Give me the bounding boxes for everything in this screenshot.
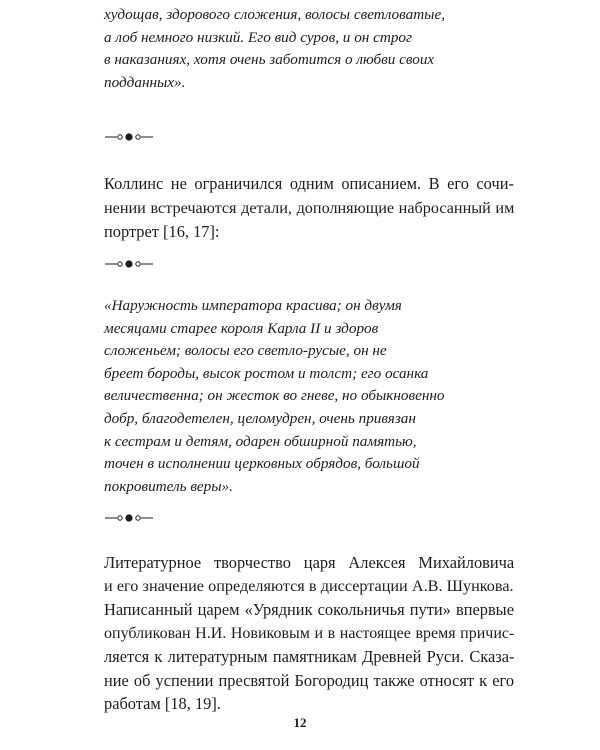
paragraph-2-line [104, 598, 514, 622]
quote-2-line: точен в исполнении церковных обрядов, большой [104, 455, 420, 473]
paragraph-line-text: и его значение определяются в диссертации А.В. Шункова. [104, 576, 514, 595]
paragraph-1-line [104, 220, 514, 244]
paragraph-line-text: портрет [16, 17]: [104, 222, 220, 241]
paragraph-1-line [104, 196, 514, 220]
quote-2-line: к сестрам и детям, одарен обширной памятью, [104, 432, 417, 450]
quote-2-line: сложеньем; волосы его светло-русые, он не [104, 342, 387, 360]
paragraph-1-line [104, 172, 514, 196]
paragraph-line-text: Коллинс не ограничился одним описанием. В его сочи- [104, 174, 514, 193]
quote-1-line: в наказаниях, хотя очень заботится о любви своих [104, 51, 435, 69]
paragraph-2-line [104, 692, 514, 716]
paragraph-line-text: ние об успении пресвятой Богородиц также относят к его [104, 670, 515, 690]
paragraph-2-line [104, 622, 514, 646]
quote-2-line: бреет бороды, высок ростом и толст; его осанка [104, 364, 429, 382]
quote-2-line: месяцами старее короля Карла II и здоров [104, 319, 379, 337]
ornament-divider-2 [104, 258, 154, 270]
quote-block-1 [104, 4, 445, 94]
paragraph-line-text: нении встречаются детали, дополняющие набросанный им [104, 199, 515, 217]
quote-1-line: худощав, здорового сложения, волосы светловатые, [104, 6, 445, 23]
ornament-divider-3 [104, 512, 154, 524]
paragraph-2-line [104, 551, 514, 575]
quote-2-line: величественна; он жесток во гневе, но обыкновенно [104, 387, 445, 405]
paragraph-line-text: работам [18, 19]. [104, 694, 221, 713]
paragraph-1 [104, 172, 514, 244]
paragraph-2 [104, 551, 514, 716]
paragraph-2-line [104, 645, 514, 669]
paragraph-line-text: Написанный царем «Урядник сокольничья пути» впервые [104, 600, 514, 619]
paragraph-line-text: Литературное творчество царя Алексея Михайловича [104, 553, 515, 572]
page-number: 12 [293, 715, 307, 730]
quote-1-line: а лоб немного низкий. Его вид суров, и он строг [104, 28, 412, 46]
paragraph-2-line [104, 669, 514, 693]
quote-2-line: добр, благодетелен, целомудрен, очень привязан [104, 409, 416, 427]
quote-2-line: покровитель веры». [104, 477, 233, 495]
paragraph-2-line [104, 575, 514, 599]
paragraph-line-text: опубликован Н.И. Новиковым и в настоящее время причис- [104, 624, 515, 642]
quote-block-2 [104, 295, 445, 498]
quote-2-line: «Наружность императора красива; он двумя [104, 297, 402, 314]
quote-1-line: подданных». [104, 73, 186, 91]
ornament-divider-1 [104, 131, 154, 143]
paragraph-line-text: ляется к литературным памятникам Древней Руси. Сказа- [104, 647, 515, 666]
